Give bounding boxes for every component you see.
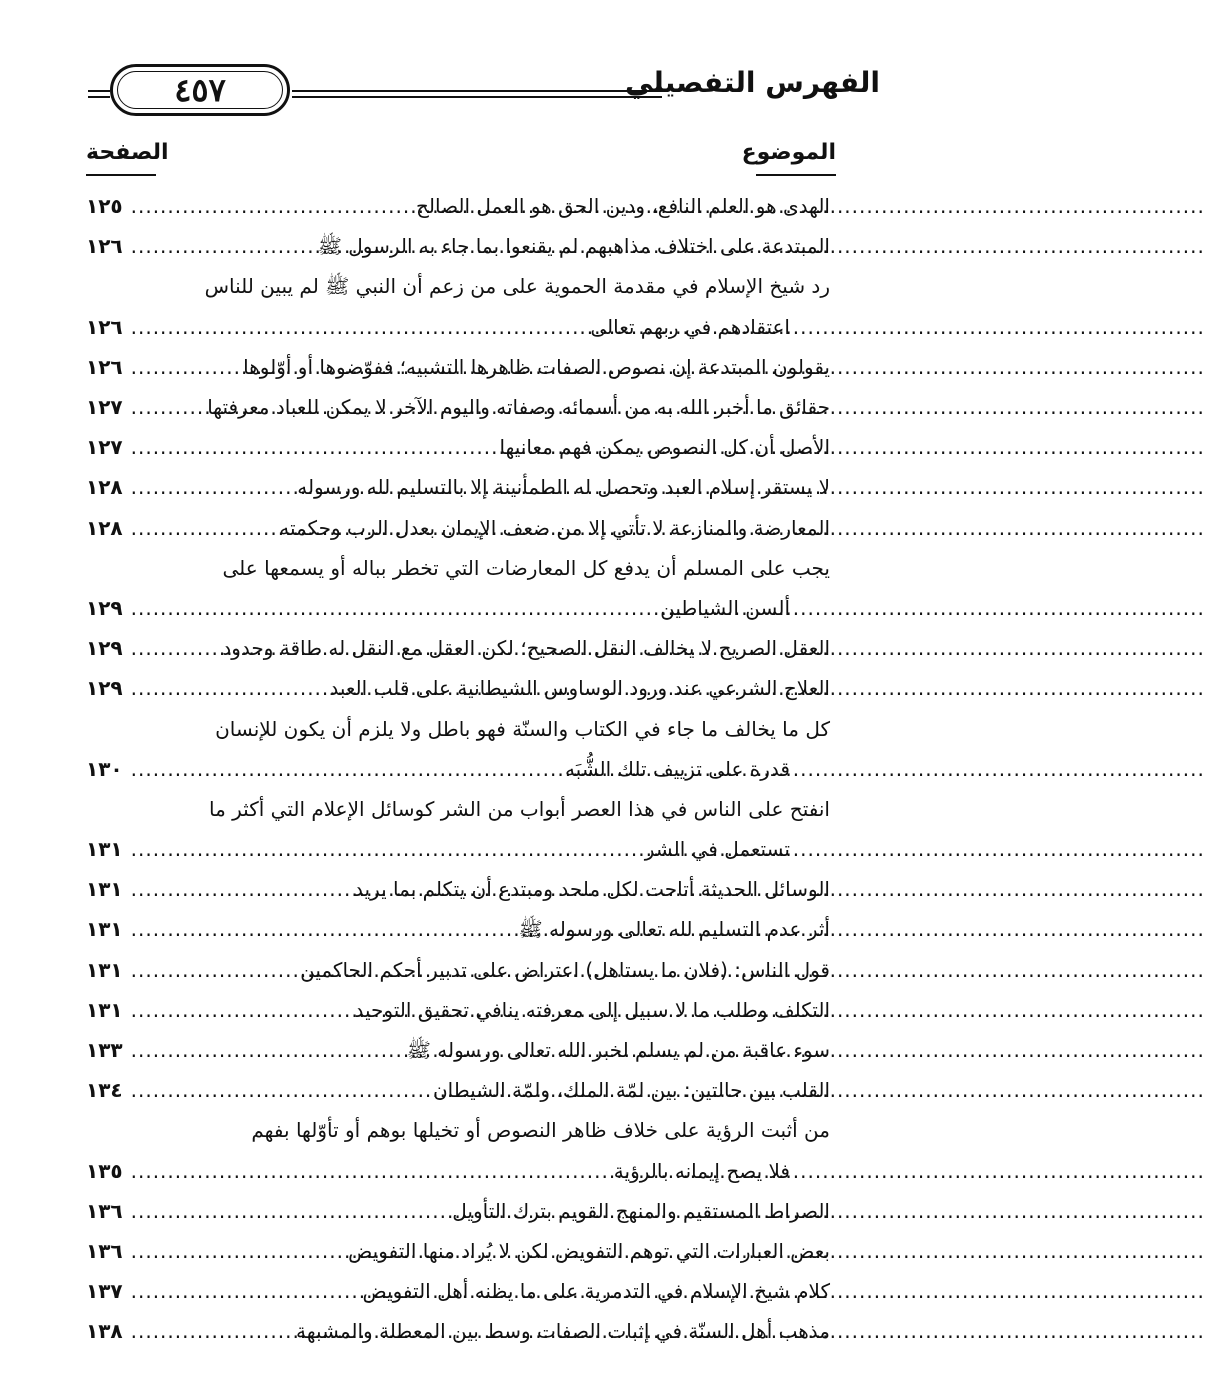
entry-title: الأصل أن كل النصوص يمكن فهم معانيها [499, 435, 830, 460]
index-entry [86, 1311, 830, 1351]
index-entry [86, 588, 830, 628]
entry-page-number: ١٣٧ [86, 1279, 123, 1304]
index-entry [86, 708, 830, 748]
index-entry [86, 749, 830, 789]
entry-page-number: ١٢٨ [86, 475, 123, 500]
entry-title: انفتح على الناس في هذا العصر أبواب من الشر كوسائل الإعلام التي أكثر ما [208, 796, 830, 821]
dot-leader [131, 1311, 288, 1351]
page-heading-underline [86, 174, 156, 176]
dot-leader [131, 909, 511, 949]
dot-leader [131, 186, 408, 226]
dot-leader [131, 1231, 341, 1271]
index-entry [86, 628, 830, 668]
entry-title: قول الناس: (فلان ما يستاهل) اعتراض على تدبير أحكم الحاكمين [300, 957, 830, 982]
entry-page-number: ١٢٧ [86, 435, 123, 460]
index-entry [86, 1110, 830, 1150]
entry-page-number: ١٢٧ [86, 395, 123, 420]
topic-column-heading: الموضوع [741, 140, 836, 165]
dot-leader [131, 588, 653, 628]
dot-leader [131, 950, 292, 990]
dot-leader [131, 829, 637, 869]
index-entry [86, 347, 830, 387]
index-entry [86, 508, 830, 548]
entry-page-number: ١٣٣ [86, 1038, 123, 1063]
entry-page-number: ١٢٦ [86, 354, 123, 379]
index-entry [86, 829, 830, 869]
header-rule-left [88, 90, 110, 102]
index-entry [86, 950, 830, 990]
index-entry [86, 990, 830, 1030]
entry-title: حقائق ما أخبر الله به من أسمائه وصفاته واليوم الآخر لا يمكن للعباد معرفتها [207, 395, 830, 420]
entry-title: رد شيخ الإسلام في مقدمة الحموية على من زعم أن النبي ﷺ لم يبين للناس [204, 274, 830, 299]
entry-title: يجب على المسلم أن يدفع كل المعارضات التي تخطر بباله أو يسمعها على [222, 555, 830, 580]
dot-leader [131, 628, 215, 668]
entry-title: أثر عدم التسليم لله تعالى ورسوله ﷺ [518, 917, 830, 942]
entry-title: المعارضة والمنازعة لا تأتي إلا من ضعف الإيمان بعدل الرب وحكمته [279, 515, 830, 540]
dot-leader [131, 347, 236, 387]
index-entry [86, 1231, 830, 1271]
header-rule-right [292, 90, 662, 102]
page-number-frame [110, 64, 290, 116]
entry-page-number: ١٣٤ [86, 1078, 123, 1103]
entry-title: تستعمل في الشر [644, 837, 790, 862]
dot-leader [131, 427, 492, 467]
entry-page-number: ١٣١ [86, 997, 123, 1022]
dot-leader [131, 1070, 425, 1110]
entry-page-number: ١٣٨ [86, 1319, 123, 1344]
entry-title: الوسائل الحديثة أتاحت لكل ملحد ومبتدع أن يتكلم بما يريد [354, 877, 830, 902]
index-entry [86, 869, 830, 909]
index-entry [86, 1151, 830, 1191]
entry-title: من أثبت الرؤية على خلاف ظاهر النصوص أو تخيلها بوهم أو تأوّلها بفهم [251, 1118, 830, 1143]
entry-page-number: ١٢٩ [86, 676, 123, 701]
index-entry [86, 548, 830, 588]
entry-page-number: ١٣١ [86, 957, 123, 982]
entry-page-number: ١٣٦ [86, 1198, 123, 1223]
index-entry [86, 1191, 830, 1231]
entry-title: القلب بين حالتين: بين لمّة الملك، ولمّة الشيطان [432, 1078, 830, 1103]
dot-leader [131, 990, 347, 1030]
column-headings [80, 140, 836, 180]
dot-leader [131, 1191, 445, 1231]
dot-leader [131, 1271, 355, 1311]
index-entry [86, 1070, 830, 1110]
entry-title: الهدى هو العلم النافع، ودين الحق هو العمل الصالح [415, 194, 830, 219]
dot-leader [131, 307, 583, 347]
index-entry [86, 387, 830, 427]
entry-title: فلا يصح إيمانه بالرؤية [613, 1158, 790, 1183]
dot-leader [131, 869, 346, 909]
page-header [80, 60, 880, 120]
index-entry [86, 1030, 830, 1070]
section-title: الفهرس التفصيلي [624, 66, 880, 99]
entry-title: بعض العبارات التي توهم التفويض لكن لا يُراد منها التفويض [348, 1238, 830, 1263]
index-entry [86, 186, 830, 226]
index-entry [86, 226, 830, 266]
dot-leader [131, 226, 310, 266]
index-entry [86, 266, 830, 306]
topic-heading-underline [756, 174, 836, 176]
entry-title: قدرة على تزييف تلك الشُّبَه [564, 756, 790, 781]
dot-leader [131, 1151, 606, 1191]
page-number: ٤٥٧ [174, 71, 226, 109]
dot-leader [131, 749, 557, 789]
dot-leader [131, 387, 200, 427]
entry-title: اعتقادهم في ربهم تعالى [590, 314, 790, 339]
entry-title: الصراط المستقيم والمنهج القويم بترك التأويل [452, 1198, 830, 1223]
entry-page-number: ١٢٨ [86, 515, 123, 540]
entry-title: مذهب أهل السنّة في إثبات الصفات وسط بين المعطلة والمشبهة [296, 1319, 830, 1344]
entry-page-number: ١٣٦ [86, 1238, 123, 1263]
entry-title: كل ما يخالف ما جاء في الكتاب والسنّة فهو باطل ولا يلزم أن يكون للإنسان [215, 716, 830, 741]
index-entries [86, 186, 830, 1351]
entry-page-number: ١٢٩ [86, 636, 123, 661]
entry-page-number: ١٣٥ [86, 1158, 123, 1183]
entry-page-number: ١٣١ [86, 917, 123, 942]
entry-page-number: ١٢٩ [86, 595, 123, 620]
entry-title: ألسن الشياطين [660, 595, 790, 620]
entry-title: العقل الصريح لا يخالف النقل الصحيح؛ لكن العقل مع النقل له طاقة وحدود [222, 636, 830, 661]
dot-leader [131, 668, 322, 708]
index-entry [86, 307, 830, 347]
dot-leader [131, 508, 272, 548]
entry-title: كلام شيخ الإسلام في التدمرية على ما يظنه أهل التفويض [362, 1279, 830, 1304]
index-entry [86, 789, 830, 829]
entry-title: المبتدعة على اختلاف مذاهبهم لم يقنعوا بما جاء به الرسول ﷺ [317, 234, 830, 259]
index-entry [86, 668, 830, 708]
entry-title: التكلف وطلب ما لا سبيل إلى معرفته ينافي تحقيق التوحيد [354, 997, 830, 1022]
entry-page-number: ١٣١ [86, 877, 123, 902]
index-entry [86, 467, 830, 507]
entry-title: سوء عاقبة من لم يسلم لخبر الله تعالى ورسوله ﷺ [406, 1038, 830, 1063]
index-entry [86, 909, 830, 949]
entry-title: لا يستقر إسلام العبد وتحصل له الطمأنينة إلا بالتسليم لله ورسوله [297, 475, 830, 500]
dot-leader [131, 467, 290, 507]
entry-title: يقولون المبتدعة إن نصوص الصفات ظاهرها التشبيه؛ ففوّضوها أو أوّلوها [243, 354, 830, 379]
entry-page-number: ١٢٥ [86, 194, 123, 219]
index-entry [86, 1271, 830, 1311]
page-column-heading: الصفحة [86, 140, 169, 165]
entry-title: العلاج الشرعي عند ورود الوساوس الشيطانية على قلب العبد [329, 676, 830, 701]
entry-page-number: ١٣٠ [86, 756, 123, 781]
entry-page-number: ١٣١ [86, 837, 123, 862]
dot-leader [131, 1030, 399, 1070]
entry-page-number: ١٢٦ [86, 314, 123, 339]
entry-page-number: ١٢٦ [86, 234, 123, 259]
index-entry [86, 427, 830, 467]
